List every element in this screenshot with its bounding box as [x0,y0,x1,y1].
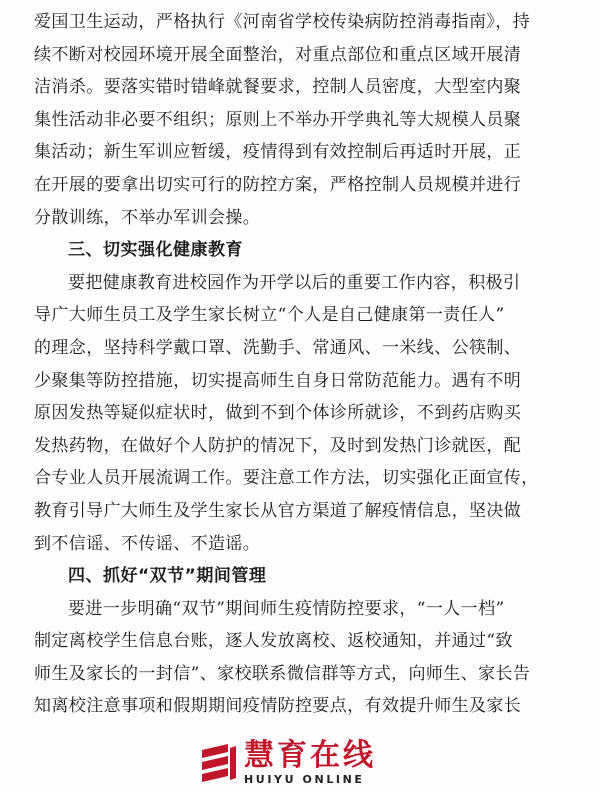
text-line: 要进一步明确“双节”期间师生疫情防控要求，“一人一档” [68,598,505,619]
text-line: 洁消杀。要落实错时错峰就餐要求，控制人员密度，大型室内聚 [34,77,522,98]
text-line: 知离校注意事项和假期期间疫情防控要点，有效提升师生及家长 [34,696,522,717]
watermark-en: HUIYU ONLINE [244,773,365,786]
section-heading-health-education: 三、切实强化健康教育 [68,240,243,261]
text-line: 爱国卫生运动，严格执行《河南省学校传染病防控消毒指南》，持 [34,12,531,32]
text-line: 发热药物，在做好个人防护的情况下，及时到发热门诊就医，配 [34,435,522,456]
watermark-logo [198,738,408,788]
text-line: 续不断对校园环境开展全面整治，对重点部位和重点区域开展清 [34,44,522,65]
text-line: 导广大师生员工及学生家长树立“个人是自己健康第一责任人” [34,305,505,326]
section-heading-holiday-management: 四、抓好“双节”期间管理 [68,566,267,587]
watermark-text [244,738,376,786]
huiyu-logo-icon [198,742,238,784]
paragraph-health-education [34,267,562,560]
text-line: 在开展的要拿出切实可行的防控方案，严格控制人员规模并进行 [34,174,522,195]
text-line: 原因发热等疑似症状时，做到不到个体诊所就诊，不到药店购买 [34,403,522,424]
text-line: 少聚集等防控措施，切实提高师生自身日常防范能力。遇有不明 [34,370,522,391]
paragraph-holiday-management [34,593,562,723]
document-body [34,6,562,723]
text-line: 到不信谣、不传谣、不造谣。 [34,533,261,554]
text-line: 要把健康教育进校园作为开学以后的重要工作内容，积极引 [68,272,521,293]
text-line: 师生及家长的一封信”、家校联系微信群等方式，向师生、家长告 [34,663,531,684]
text-line: 集活动；新生军训应暂缓，疫情得到有效控制后再适时开展，正 [34,142,522,163]
paragraph-hygiene [34,6,562,234]
text-line: 集性活动非必要不组织；原则上不举办开学典礼等大规模人员聚 [34,109,522,130]
text-line: 合专业人员开展流调工作。要注意工作方法，切实强化正面宣传， [34,468,539,489]
text-line: 教育引导广大师生及学生家长从官方渠道了解疫情信息，坚决做 [34,500,522,521]
text-line: 制定离校学生信息台账，逐人发放离校、返校通知，并通过“致 [34,631,513,652]
text-line: 的理念，坚持科学戴口罩、洗勤手、常通风、一米线、公筷制、 [34,337,522,358]
watermark-cn: 慧育在线 [244,738,376,773]
text-line: 分散训练，不举办军训会操。 [34,207,261,228]
